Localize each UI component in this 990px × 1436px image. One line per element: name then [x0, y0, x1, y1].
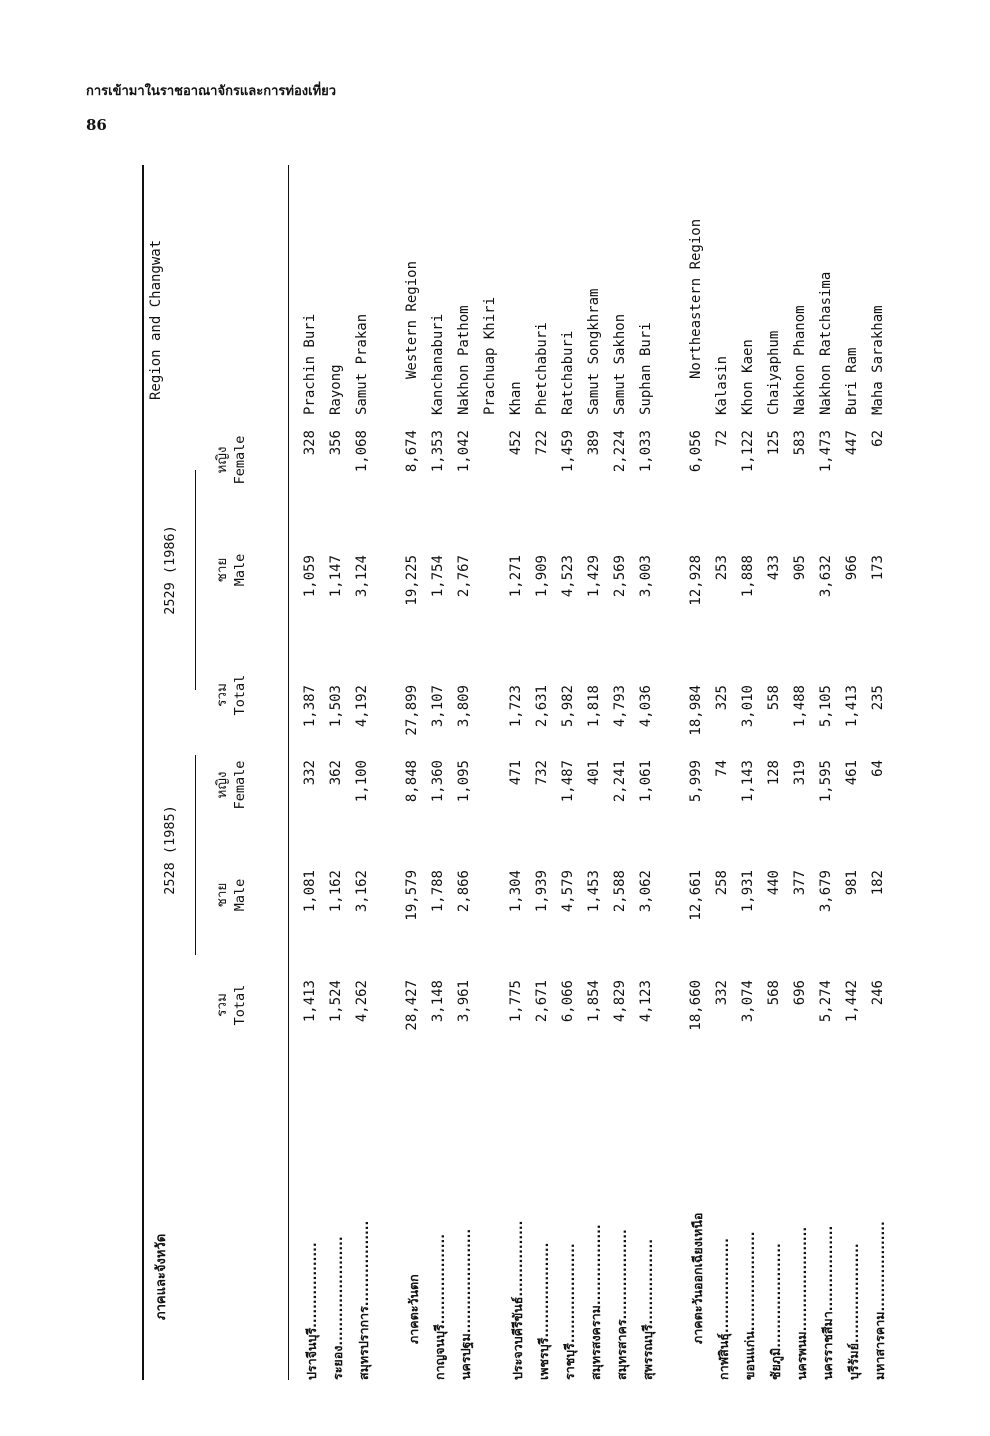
cell-value: 5,105: [818, 685, 834, 728]
table-row: [638, 165, 664, 1380]
table-row: [354, 165, 380, 1380]
cell-value: 1,095: [456, 760, 472, 803]
cell-value: 328: [302, 430, 318, 456]
row-english-name: Chaiyaphum: [766, 330, 782, 415]
cell-value: 447: [844, 430, 860, 456]
table-row: [766, 165, 792, 1380]
table-row: [612, 165, 638, 1380]
running-head: การเข้ามาในราชอาณาจักรและการท่องเที่ยว: [86, 84, 337, 99]
row-thai-name: สมุทรสาคร...................: [614, 1229, 629, 1380]
table-row: [404, 165, 430, 1380]
cell-value: 3,010: [740, 685, 756, 728]
cell-value: 696: [792, 980, 808, 1006]
cell-value: 2,241: [612, 760, 628, 803]
header-region-english: Region and Changwat: [148, 239, 164, 400]
table-row: [818, 165, 844, 1380]
table-row: [328, 165, 354, 1380]
table-row: [844, 165, 870, 1380]
col-header-3: หญิง Female: [214, 760, 248, 810]
row-english-name: Samut Sakhon: [612, 313, 628, 415]
cell-value: 4,579: [560, 870, 576, 913]
cell-value: 3,107: [430, 685, 446, 728]
cell-value: 3,124: [354, 555, 370, 598]
row-english-name: Kanchanaburi: [430, 313, 446, 415]
cell-value: 1,488: [792, 685, 808, 728]
cell-value: 1,775: [508, 980, 524, 1023]
cell-value: 28,427: [404, 980, 420, 1031]
cell-value: 8,674: [404, 430, 420, 473]
cell-value: 4,262: [354, 980, 370, 1023]
row-english-name: Samut Songkhram: [586, 288, 602, 415]
row-english-name: Buri Ram: [844, 347, 860, 415]
col-header-1: รวม Total: [214, 984, 248, 1026]
cell-value: 362: [328, 760, 344, 786]
row-english-name: Nakhon Phanom: [792, 305, 808, 415]
cell-value: 433: [766, 555, 782, 581]
cell-value: 5,982: [560, 685, 576, 728]
col-header-6: หญิง Female: [214, 435, 248, 485]
row-thai-name: ขอนแก่น.....................: [742, 1231, 757, 1380]
cell-value: 332: [302, 760, 318, 786]
row-thai-name: สมุทรปราการ..................: [356, 1220, 371, 1380]
page-number: 86: [86, 116, 107, 134]
cell-value: 389: [586, 430, 602, 456]
cell-value: 19,225: [404, 555, 420, 606]
row-english-name: Khon Kaen: [740, 339, 756, 415]
cell-value: 1,909: [534, 555, 550, 598]
row-english-name: Northeastern Region: [688, 218, 704, 379]
row-thai-name: กาฬสินธุ์....................: [716, 1238, 731, 1380]
cell-value: 3,961: [456, 980, 472, 1023]
cell-value: 1,413: [844, 685, 860, 728]
cell-value: 1,122: [740, 430, 756, 473]
cell-value: 27,899: [404, 685, 420, 736]
table-row: [430, 165, 456, 1380]
row-english-name: Maha Sarakham: [870, 305, 886, 415]
cell-value: 905: [792, 555, 808, 581]
cell-value: 1,473: [818, 430, 834, 473]
table-row: [740, 165, 766, 1380]
table-row: [508, 165, 534, 1380]
row-thai-name: นครปฐม......................: [458, 1228, 473, 1380]
cell-value: 1,143: [740, 760, 756, 803]
cell-value: 253: [714, 555, 730, 581]
row-thai-name: นครราชสีมา..................: [820, 1225, 835, 1380]
cell-value: 319: [792, 760, 808, 786]
cell-value: 1,162: [328, 870, 344, 913]
cell-value: 1,413: [302, 980, 318, 1023]
cell-value: 1,442: [844, 980, 860, 1023]
cell-value: 62: [870, 430, 886, 447]
cell-value: 558: [766, 685, 782, 711]
cell-value: 64: [870, 760, 886, 777]
cell-value: 4,793: [612, 685, 628, 728]
cell-value: 3,632: [818, 555, 834, 598]
row-english-name: Prachuap Khiri: [482, 296, 498, 415]
cell-value: 722: [534, 430, 550, 456]
col-header-4: รวม Total: [214, 674, 248, 716]
row-thai-name: ปราจีนบุรี..................: [304, 1242, 319, 1380]
cell-value: 72: [714, 430, 730, 447]
cell-value: 2,569: [612, 555, 628, 598]
row-english-name: Phetchaburi: [534, 322, 550, 415]
cell-value: 125: [766, 430, 782, 456]
cell-value: 6,066: [560, 980, 576, 1023]
cell-value: 471: [508, 760, 524, 786]
header-region-thai: ภาคและจังหวัด: [154, 1233, 169, 1320]
table-row: [456, 165, 482, 1380]
cell-value: 981: [844, 870, 860, 896]
cell-value: 1,487: [560, 760, 576, 803]
cell-value: 18,660: [688, 980, 704, 1031]
cell-value: 1,081: [302, 870, 318, 913]
cell-value: 1,503: [328, 685, 344, 728]
cell-value: 2,588: [612, 870, 628, 913]
cell-value: 1,939: [534, 870, 550, 913]
cell-value: 1,387: [302, 685, 318, 728]
table-row: [534, 165, 560, 1380]
cell-value: 1,353: [430, 430, 446, 473]
col-header-5: ชาย Male: [214, 553, 248, 587]
row-thai-name: เพชรบุรี....................: [536, 1242, 551, 1380]
cell-value: 1,304: [508, 870, 524, 913]
cell-value: 4,123: [638, 980, 654, 1023]
cell-value: 356: [328, 430, 344, 456]
table-row: [560, 165, 586, 1380]
row-english-name: Suphan Buri: [638, 322, 654, 415]
cell-value: 332: [714, 980, 730, 1006]
cell-value: 1,429: [586, 555, 602, 598]
cell-value: 1,147: [328, 555, 344, 598]
table-row: [714, 165, 740, 1380]
cell-value: 1,854: [586, 980, 602, 1023]
cell-value: 5,274: [818, 980, 834, 1023]
cell-value: 2,767: [456, 555, 472, 598]
cell-value: 8,848: [404, 760, 420, 803]
row-thai-name: สุพรรณบุรี..................: [640, 1238, 655, 1380]
cell-value: 966: [844, 555, 860, 581]
table-row: [302, 165, 328, 1380]
cell-value: 12,928: [688, 555, 704, 606]
cell-value: 732: [534, 760, 550, 786]
cell-value: 258: [714, 870, 730, 896]
cell-value: 3,162: [354, 870, 370, 913]
row-english-name: Nakhon Pathom: [456, 305, 472, 415]
cell-value: 1,100: [354, 760, 370, 803]
cell-value: 1,068: [354, 430, 370, 473]
cell-value: 1,788: [430, 870, 446, 913]
row-english-name: Prachin Buri: [302, 313, 318, 415]
cell-value: 6,056: [688, 430, 704, 473]
cell-value: 461: [844, 760, 860, 786]
cell-value: 18,984: [688, 685, 704, 736]
cell-value: 3,148: [430, 980, 446, 1023]
row-thai-name: ประจวบคีรีขันธ์................: [510, 1220, 525, 1380]
cell-value: 1,888: [740, 555, 756, 598]
cell-value: 2,224: [612, 430, 628, 473]
cell-value: 1,453: [586, 870, 602, 913]
row-thai-name: นครพนม......................: [794, 1226, 809, 1380]
cell-value: 4,192: [354, 685, 370, 728]
header-year-1986: 2529 (1986): [162, 525, 178, 615]
row-thai-name: บุรีรัมย์.....................: [846, 1243, 861, 1380]
cell-value: 1,061: [638, 760, 654, 803]
col-header-2: ชาย Male: [214, 878, 248, 912]
table-row: [870, 165, 896, 1380]
cell-value: 1,033: [638, 430, 654, 473]
header-year-1985: 2528 (1985): [162, 805, 178, 895]
cell-value: 182: [870, 870, 886, 896]
cell-value: 1,524: [328, 980, 344, 1023]
cell-value: 1,931: [740, 870, 756, 913]
year2-rule: [195, 470, 196, 690]
cell-value: 19,579: [404, 870, 420, 921]
cell-value: 1,459: [560, 430, 576, 473]
cell-value: 2,671: [534, 980, 550, 1023]
cell-value: 440: [766, 870, 782, 896]
header-bottom-rule: [288, 165, 289, 1380]
cell-value: 1,723: [508, 685, 524, 728]
row-thai-name: กาญจนบุรี...................: [432, 1234, 447, 1380]
row-english-name: Samut Prakan: [354, 313, 370, 415]
cell-value: 4,523: [560, 555, 576, 598]
cell-value: 173: [870, 555, 886, 581]
row-thai-name: ภาคตะวันตก: [406, 1274, 421, 1344]
table-row: [586, 165, 612, 1380]
cell-value: 568: [766, 980, 782, 1006]
cell-value: 235: [870, 685, 886, 711]
cell-value: 1,042: [456, 430, 472, 473]
cell-value: 401: [586, 760, 602, 786]
cell-value: 1,818: [586, 685, 602, 728]
cell-value: 452: [508, 430, 524, 456]
cell-value: 3,074: [740, 980, 756, 1023]
cell-value: 583: [792, 430, 808, 456]
cell-value: 325: [714, 685, 730, 711]
cell-value: 3,679: [818, 870, 834, 913]
row-thai-name: ราชบุรี.....................: [562, 1243, 577, 1380]
cell-value: 377: [792, 870, 808, 896]
row-english-name: Nakhon Ratchasima: [818, 271, 834, 415]
cell-value: 74: [714, 760, 730, 777]
cell-value: 5,999: [688, 760, 704, 803]
cell-value: 246: [870, 980, 886, 1006]
row-english-name: Ratchaburi: [560, 330, 576, 415]
rotated-table: [140, 165, 940, 1380]
table-row: [688, 165, 714, 1380]
row-thai-name: สมุทรสงคราม.................: [588, 1224, 603, 1380]
cell-value: 3,062: [638, 870, 654, 913]
cell-value: 12,661: [688, 870, 704, 921]
cell-value: 1,360: [430, 760, 446, 803]
table-row: [792, 165, 818, 1380]
row-english-name: Western Region: [404, 260, 420, 379]
row-english-name: Khan: [508, 381, 524, 415]
cell-value: 2,866: [456, 870, 472, 913]
row-thai-name: ภาคตะวันออกเฉียงเหนือ: [690, 1212, 705, 1344]
cell-value: 3,003: [638, 555, 654, 598]
cell-value: 128: [766, 760, 782, 786]
row-thai-name: ระยอง.......................: [330, 1236, 345, 1380]
cell-value: 1,271: [508, 555, 524, 598]
row-english-name: Kalasin: [714, 355, 730, 415]
row-english-name: Rayong: [328, 364, 344, 415]
cell-value: 4,036: [638, 685, 654, 728]
cell-value: 3,809: [456, 685, 472, 728]
cell-value: 1,595: [818, 760, 834, 803]
year1-rule: [195, 755, 196, 955]
table-row: [482, 165, 508, 1380]
cell-value: 4,829: [612, 980, 628, 1023]
top-rule: [142, 165, 144, 1380]
cell-value: 1,059: [302, 555, 318, 598]
cell-value: 2,631: [534, 685, 550, 728]
row-thai-name: ชัยภูมิ......................: [768, 1243, 783, 1380]
row-thai-name: มหาสารคาม...................: [872, 1221, 887, 1380]
cell-value: 1,754: [430, 555, 446, 598]
